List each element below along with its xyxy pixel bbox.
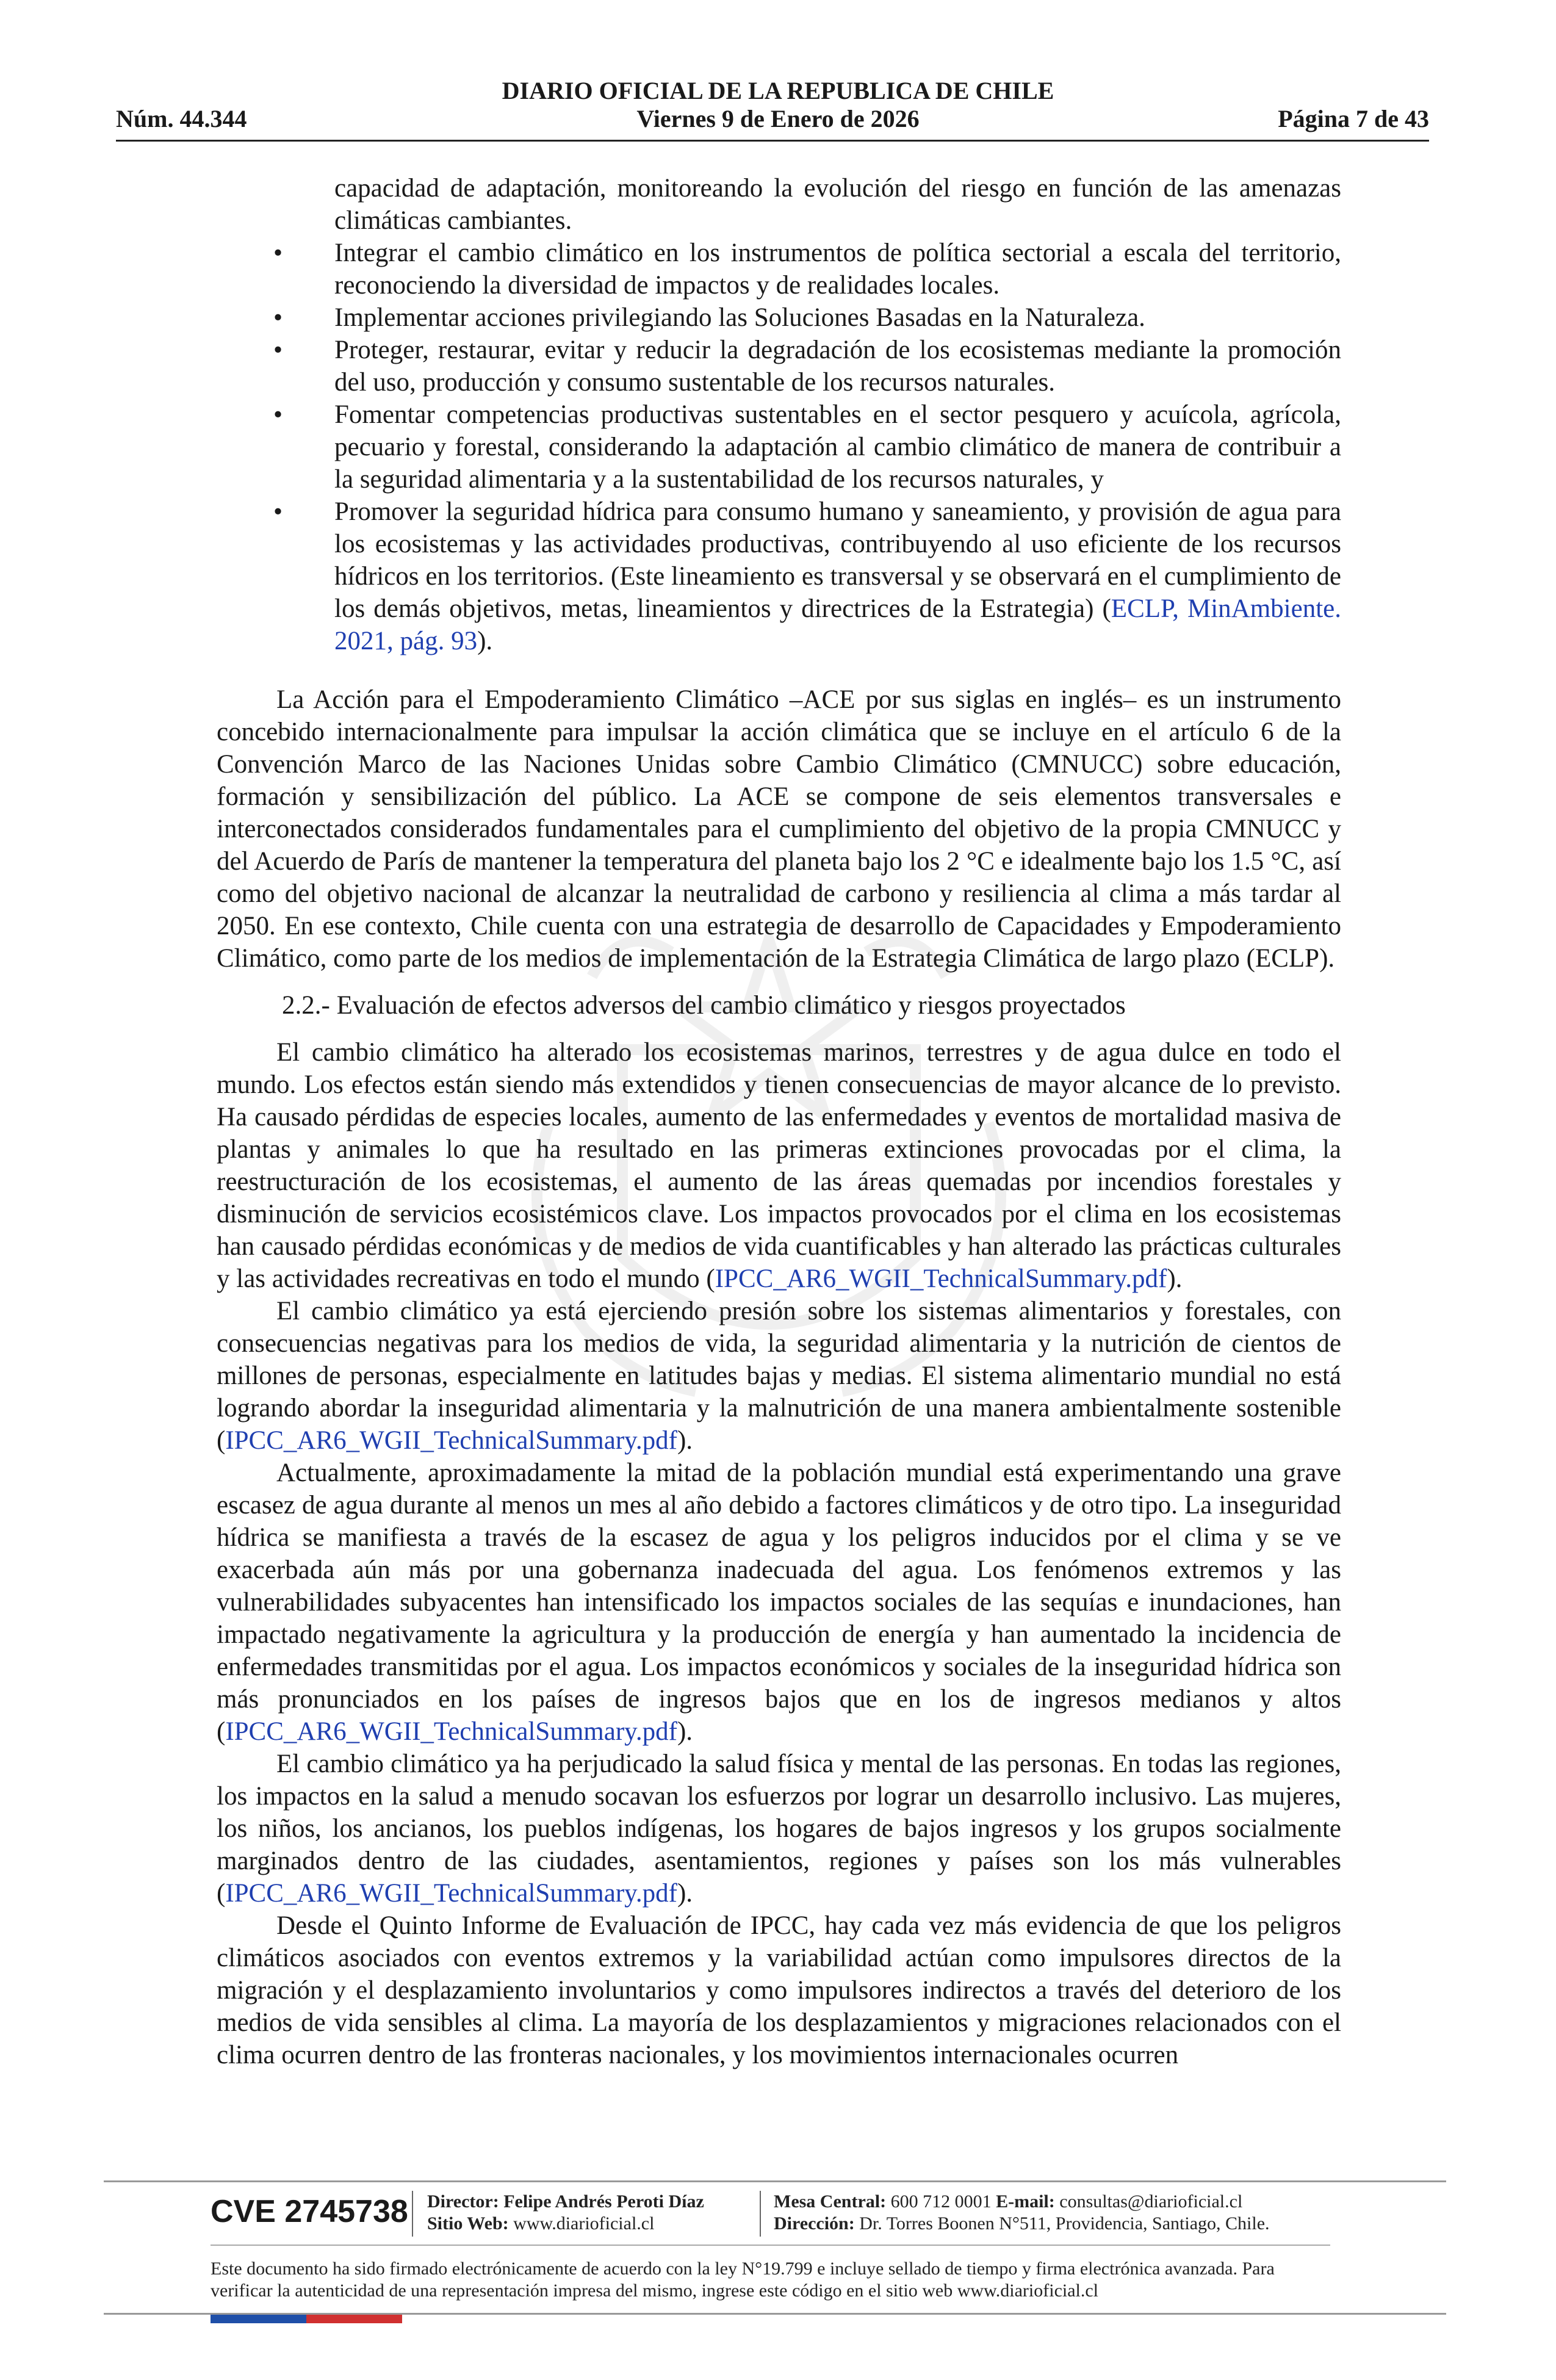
list-item: • Integrar el cambio climático en los instrumentos de política sectorial a escala del territorio, reconociendo la diversidad de impactos y de realidades locales. [334,237,1341,301]
list-item: capacidad de adaptación, monitoreando la evolución del riesgo en función de las amenazas climáticas cambiantes. [334,174,1341,235]
issue-number: Núm. 44.344 [116,105,247,132]
footer-director-block: Director: Felipe Andrés Peroti Díaz Sitio Web: www.diarioficial.cl [427,2191,704,2234]
section-heading: 2.2.- Evaluación de efectos adversos del cambio climático y riesgos proyectados [282,991,1126,1020]
issue-date: Viernes 9 de Enero de 2026 [636,105,920,132]
list-item: • Implementar acciones privilegiando las Soluciones Basadas en la Naturaleza. [334,301,1341,334]
ecosystems-paragraph: El cambio climático ha alterado los ecosistemas marinos, terrestres y de agua dulce en todo el mundo. Los efectos están siendo más extendidos y tienen consecuencias de mayor alcance de lo previsto. Ha causado pérdidas de especies locales, aumento de las enfermedades y eventos de mortalidad masiva de plantas y animales lo que ha resultado en las primeras extinciones provocadas por el clima, la reestructuración de los ecosistemas, el aumento de las áreas quemadas por incendios forestales y disminución de servicios ecosistémicos clave. Los impactos provocados por el clima en los ecosistemas han causado pérdidas económicas y de medios de vida cuantificables y han alterado las prácticas culturales y las actividades recreativas en todo el mundo (IPCC_AR6_WGII_TechnicalSummary.pdf). [217,1038,1341,1293]
newspaper-title: DIARIO OFICIAL DE LA REPUBLICA DE CHILE [502,77,1054,104]
footer-separator [760,2191,761,2237]
eclp-reference-link[interactable]: ECLP, MinAmbiente. 2021, pág. 93 [334,594,1341,655]
ace-paragraph: La Acción para el Empoderamiento Climático –ACE por sus siglas en inglés– es un instrumento concebido internacionalmente para impulsar la acción climática que se incluye en el artículo 6 de la Convención Marco de las Naciones Unidas sobre Cambio Climático (CMNUCC) sobre educación, formación y sensibilización del público. La ACE se compone de seis elementos transversales e interconectados considerados fundamentales para el cumplimiento del objetivo de la propia CMNUCC y del Acuerdo de París de mantener la temperatura del planeta bajo los 2 °C e idealmente bajo los 1.5 °C, así como del objetivo nacional de alcanzar la neutralidad de carbono y resiliencia al clima a más tardar al 2050. En ese contexto, Chile cuenta con una estrategia de desarrollo de Capacidades y Empoderamiento Climático, como parte de los medios de implementación de la Estrategia Climática de largo plazo (ECLP). [217,685,1341,973]
ipcc-report-link[interactable]: IPCC_AR6_WGII_TechnicalSummary.pdf [225,1879,677,1908]
header-divider [116,140,1429,142]
footer-divider [104,2180,1446,2182]
guidelines-list [334,172,1341,657]
ipcc-report-link[interactable]: IPCC_AR6_WGII_TechnicalSummary.pdf [225,1426,677,1455]
footer-separator [412,2191,413,2237]
list-item: • Promover la seguridad hídrica para consumo humano y saneamiento, y provisión de agua para los ecosistemas y las actividades productivas, contribuyendo al uso eficiente de los recursos hídricos en los territorios. (Este lineamiento es transversal y se observará en el cumplimiento de los demás objetivos, metas, lineamientos y directrices de la Estrategia) (ECLP, MinAmbiente. 2021, pág. 93). [334,496,1341,657]
signature-note: Este documento ha sido firmado electrónicamente de acuerdo con la ley N°19.799 e incluye sellado de tiempo y firma electrónica avanzada. Para verificar la autenticidad de una representación impresa del mismo, ingrese este código en el sitio web www.diarioficial.cl [211,2259,1275,2301]
ipcc-report-link[interactable]: IPCC_AR6_WGII_TechnicalSummary.pdf [715,1264,1167,1293]
main-body [217,683,1341,2071]
director-name: Felipe Andrés Peroti Díaz [503,2191,704,2212]
food-systems-paragraph: El cambio climático ya está ejerciendo presión sobre los sistemas alimentarios y forestales, con consecuencias negativas para los medios de vida, la seguridad alimentaria y la nutrición de cientos de millones de personas, especialmente en latitudes bajas y medias. El sistema alimentario mundial no está logrando abordar la inseguridad alimentaria y la malnutrición de una manera ambientalmente sostenible (IPCC_AR6_WGII_TechnicalSummary.pdf). [217,1297,1341,1455]
ipcc-report-link[interactable]: IPCC_AR6_WGII_TechnicalSummary.pdf [225,1717,677,1746]
water-security-paragraph: Actualmente, aproximadamente la mitad de la población mundial está experimentando una grave escasez de agua durante al menos un mes al año debido a factores climáticos y de otro tipo. La inseguridad hídrica se manifiesta a través de la escasez de agua y los peligros inducidos por el clima y se ve exacerbada aún más por una gobernanza inadecuada del agua. Los fenómenos extremos y las vulnerabilidades subyacentes han intensificado los impactos sociales de las sequías e inundaciones, han impactado negativamente la agricultura y la producción de energía y han aumentado la incidencia de enfermedades transmitidas por el agua. Los impactos económicos y sociales de la inseguridad hídrica son más pronunciados en los países de ingresos bajos que en los de ingresos medianos y altos (IPCC_AR6_WGII_TechnicalSummary.pdf). [217,1459,1341,1746]
cve-code: CVE 2745738 [211,2194,408,2229]
list-item: • Proteger, restaurar, evitar y reducir la degradación de los ecosistemas mediante la promoción del uso, producción y consumo sustentable de los recursos naturales. [334,334,1341,398]
migration-paragraph: Desde el Quinto Informe de Evaluación de IPCC, hay cada vez más evidencia de que los peligros climáticos asociados con eventos extremos y la variabilidad actúan como impulsores directos de la migración y el desplazamiento involuntarios y como impulsores indirectos a través del deterioro de los medios de vida sensibles al clima. La mayoría de los desplazamientos y migraciones relacionados con el clima ocurren dentro de las fronteras nacionales, y los movimientos internacionales ocurren [217,1911,1341,2069]
footer-divider [211,2245,1330,2246]
flag-stripe-blue [211,2315,306,2323]
email[interactable]: consultas@diarioficial.cl [1059,2191,1243,2212]
footer-contact-block: Mesa Central: 600 712 0001 E-mail: consultas@diarioficial.cl Dirección: Dr. Torres Boonen N°511, Providencia, Santiago, Chile. [774,2191,1270,2234]
health-paragraph: El cambio climático ya ha perjudicado la salud física y mental de las personas. En todas las regiones, los impactos en la salud a menudo socavan los esfuerzos por lograr un desarrollo inclusivo. Las mujeres, los niños, los ancianos, los pueblos indígenas, los hogares de bajos ingresos y los grupos socialmente marginados dentro de las ciudades, asentamientos, regiones y países son los más vulnerables (IPCC_AR6_WGII_TechnicalSummary.pdf). [217,1750,1341,1908]
page-number: Página 7 de 43 [1278,105,1429,132]
list-item: • Fomentar competencias productivas sustentables en el sector pesquero y acuícola, agrícola, pecuario y forestal, considerando la adaptación al cambio climático de manera de contribuir a la seguridad alimentaria y a la sustentabilidad de los recursos naturales, y [334,398,1341,496]
flag-stripe-red [306,2315,402,2323]
website[interactable]: www.diarioficial.cl [513,2213,655,2234]
